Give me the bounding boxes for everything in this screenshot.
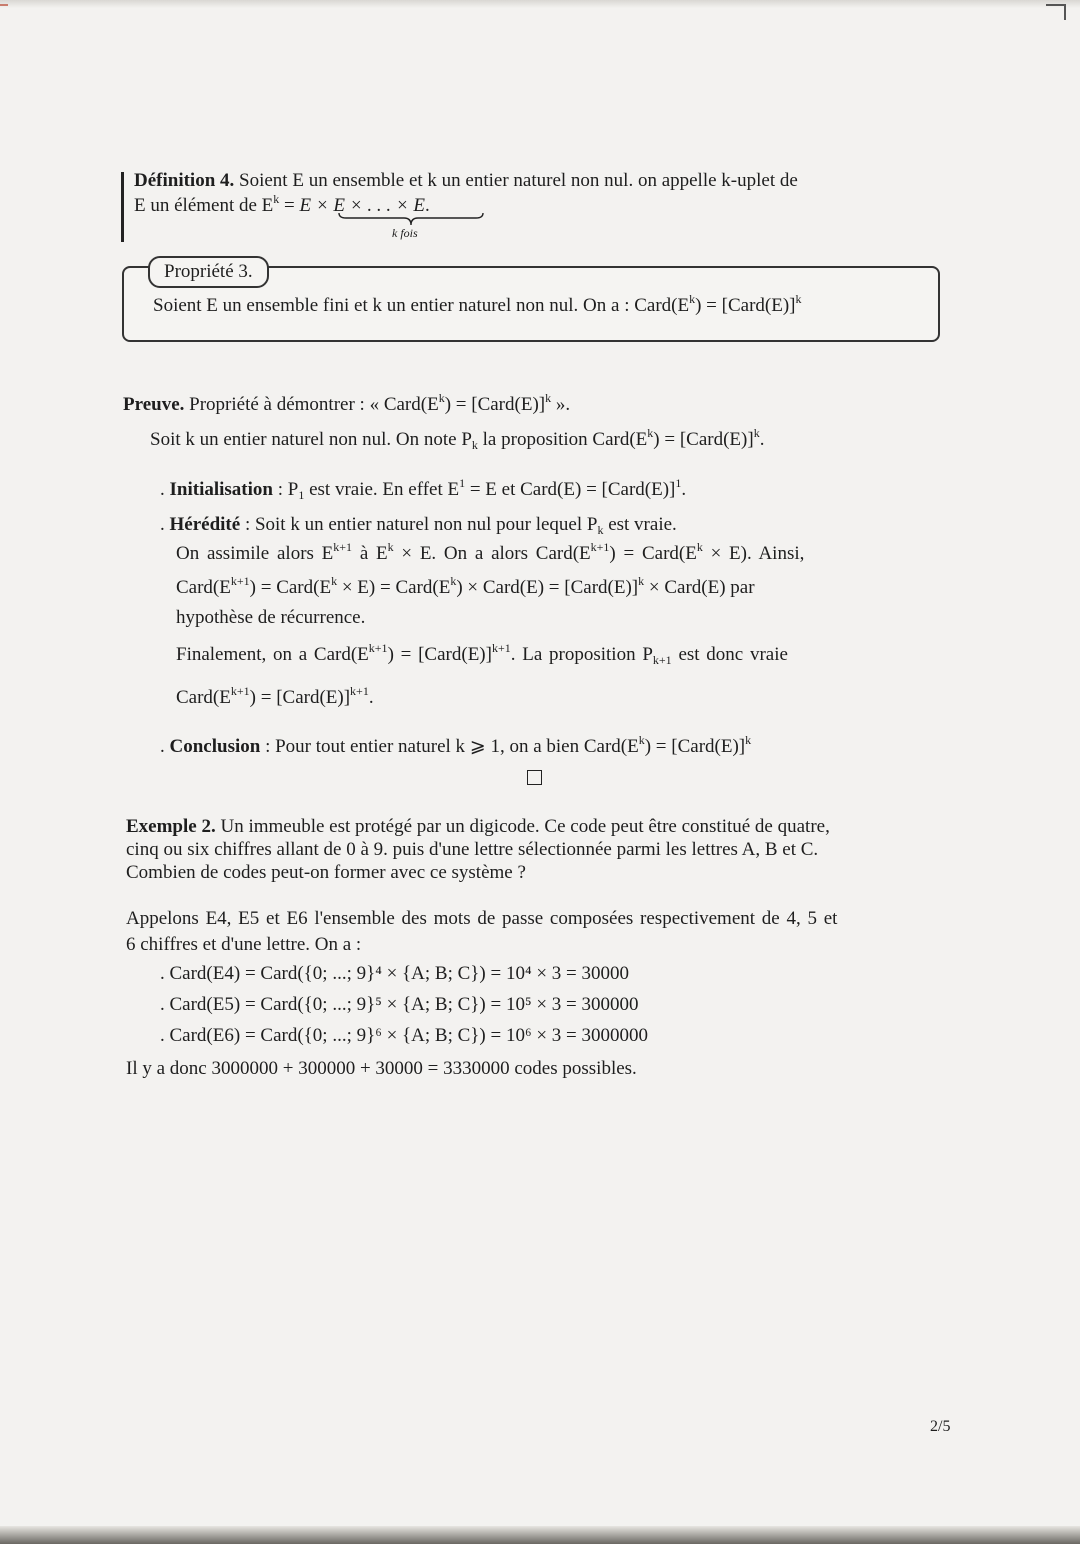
definition-text: Soient E un ensemble et k un entier naturel non nul. on appelle k-uplet de	[239, 170, 798, 191]
proof-initialisation: . Initialisation : $P_1$ est vraie. En effet $E^1 = E$ et Card(E) = [Card(E)]$^1$.	[160, 476, 687, 502]
example-line-1: Exemple 2. Un immeuble est protégé par un digicode. Ce code peut être constitué de quatre,	[126, 816, 830, 837]
qed-square-icon	[527, 770, 542, 785]
definition-product: E × E × . . . × E	[299, 195, 426, 216]
proof-heredite-line-2: On assimile alors $E^{k+1}$ à $E^k \times E$. On a alors $Card(E^{k+1})$ = $Card(E^k \times E)$. Ainsi,	[176, 540, 805, 564]
property-title: Propriété 3.	[148, 256, 269, 288]
definition-side-bar	[121, 172, 124, 242]
property-statement: Soient E un ensemble fini et k un entier naturel non nul. On a : $Card(E^k)$ = [Card(E)]$^k$	[153, 292, 802, 316]
example-line-2: cinq ou six chiffres allant de 0 à 9. puis d'une lettre sélectionnée parmi les lettres A, B et C.	[126, 839, 819, 860]
example-line-3: Combien de codes peut-on former avec ce système ?	[126, 862, 526, 883]
proof-conclusion: . Conclusion : Pour tout entier naturel k ⩾ 1, on a bien $Card(E^k)$ = [Card(E)]$^k$	[160, 733, 752, 757]
solution-line-2: 6 chiffres et d'une lettre. On a :	[126, 934, 362, 955]
underbrace-label: k fois	[392, 226, 418, 240]
proof-heredite-line-4: hypothèse de récurrence.	[176, 607, 366, 628]
definition-label: Définition 4.	[134, 170, 235, 191]
proof-heading: Preuve. Propriété à démontrer : « $Card(E^k)$ = [Card(E)]$^k$ ».	[123, 391, 571, 415]
solution-case-2: . Card(E5) = Card({0; ...; 9}⁵ × {A; B; C}) = 10⁵ × 3 = 300000	[160, 994, 639, 1015]
definition-line-1	[134, 169, 798, 193]
definition-line-2: E un élément de $E^k = E \times E$ × . . . × E.	[134, 192, 430, 216]
solution-total: Il y a donc 3000000 + 300000 + 30000 = 3330000 codes possibles.	[126, 1058, 637, 1079]
solution-case-3: . Card(E6) = Card({0; ...; 9}⁶ × {A; B; C}) = 10⁶ × 3 = 3000000	[160, 1025, 649, 1046]
page-top-shadow	[0, 0, 1080, 8]
underbrace-icon	[338, 212, 484, 226]
solution-case-1: . Card(E4) = Card({0; ...; 9}⁴ × {A; B; C}) = 10⁴ × 3 = 30000	[160, 963, 630, 984]
example-label: Exemple 2.	[126, 816, 216, 837]
corner-crop-mark-left	[0, 4, 8, 6]
solution-line-1: Appelons E4, E5 et E6 l'ensemble des mots de passe composées respectivement de 4, 5 et	[126, 908, 838, 929]
proof-label: Preuve.	[123, 394, 185, 415]
corner-crop-mark	[1046, 4, 1066, 20]
proof-heredite-line-3: $Card(E^{k+1})$ = $Card(E^k \times E)$ = $Card(E^k)$ × Card(E) = [Card(E)]$^k$ × Card(E) par	[176, 574, 755, 598]
page-bottom-edge	[0, 1526, 1080, 1544]
page-number: 2/5	[930, 1418, 951, 1435]
proof-final-line-2: $Card(E^{k+1})$ = [Card(E)]$^{k+1}$.	[176, 684, 374, 708]
proof-intro: Soit k un entier naturel non nul. On note $P_k$ la proposition $Card(E^k)$ = [Card(E)]$^k$.	[150, 426, 765, 452]
proof-final-line-1: Finalement, on a $Card(E^{k+1})$ = [Card(E)]$^{k+1}$. La proposition $P_{k+1}$ est donc vraie	[176, 641, 788, 667]
proof-heredite-line-1: . Hérédité : Soit k un entier naturel non nul pour lequel $P_k$ est vraie.	[160, 514, 677, 537]
